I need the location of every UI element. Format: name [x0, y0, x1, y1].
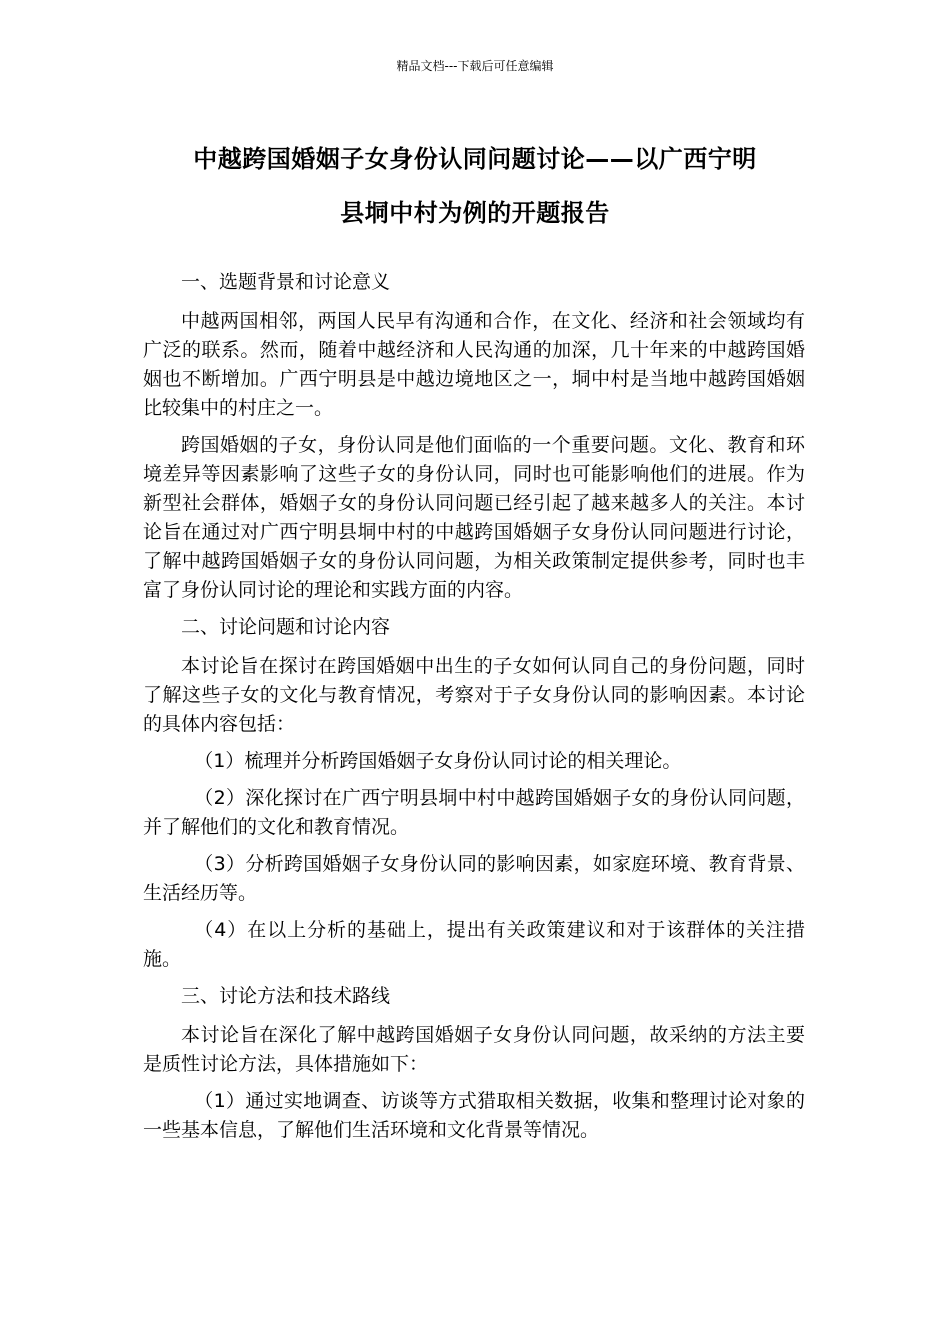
list-item: （1）梳理并分析跨国婚姻子女身份认同讨论的相关理论。 — [194, 750, 682, 772]
section-heading-1: 一、选题背景和讨论意义 — [181, 271, 391, 293]
title-line-1: 中越跨国婚姻子女身份认同问题讨论——以广西宁明 — [193, 145, 757, 173]
document-title — [140, 132, 810, 240]
header-note: 精品文档---下载后可任意编辑 — [396, 59, 554, 73]
list-item: （4）在以上分析的基础上，提出有关政策建议和对于该群体的关注措施。 — [143, 919, 805, 970]
paragraph: 中越两国相邻，两国人民早有沟通和合作，在文化、经济和社会领域均有广泛的联系。然而，随着中越经济和人民沟通的加深，几十年来的中越跨国婚姻也不断增加。广西宁明县是中越边境地区之一，垌中村是当地中越跨国婚姻比较集中的村庄之一。 — [143, 310, 805, 419]
list-item: （1）通过实地调查、访谈等方式猎取相关数据，收集和整理讨论对象的一些基本信息，了解他们生活环境和文化背景等情况。 — [143, 1090, 805, 1141]
section-heading-3: 三、讨论方法和技术路线 — [181, 985, 391, 1007]
paragraph: 本讨论旨在探讨在跨国婚姻中出生的子女如何认同自己的身份问题，同时了解这些子女的文化与教育情况，考察对于子女身份认同的影响因素。本讨论的具体内容包括： — [143, 655, 805, 735]
list-item: （2）深化探讨在广西宁明县垌中村中越跨国婚姻子女的身份认同问题，并了解他们的文化和教育情况。 — [143, 787, 805, 838]
paragraph: 本讨论旨在深化了解中越跨国婚姻子女身份认同问题，故采纳的方法主要是质性讨论方法，具体措施如下： — [143, 1024, 805, 1075]
paragraph: 跨国婚姻的子女，身份认同是他们面临的一个重要问题。文化、教育和环境差异等因素影响了这些子女的身份认同，同时也可能影响他们的进展。作为新型社会群体，婚姻子女的身份认同问题已经引起了越来越多人的关注。本讨论旨在通过对广西宁明县垌中村的中越跨国婚姻子女身份认同问题进行讨论，了解中越跨国婚姻子女的身份认同问题，为相关政策制定提供参考，同时也丰富了身份认同讨论的理论和实践方面的内容。 — [143, 434, 805, 601]
title-line-2: 县垌中村为例的开题报告 — [340, 199, 610, 227]
document-body — [143, 268, 805, 1153]
section-heading-2: 二、讨论问题和讨论内容 — [181, 616, 391, 638]
list-item: （3）分析跨国婚姻子女身份认同的影响因素，如家庭环境、教育背景、生活经历等。 — [143, 853, 805, 904]
